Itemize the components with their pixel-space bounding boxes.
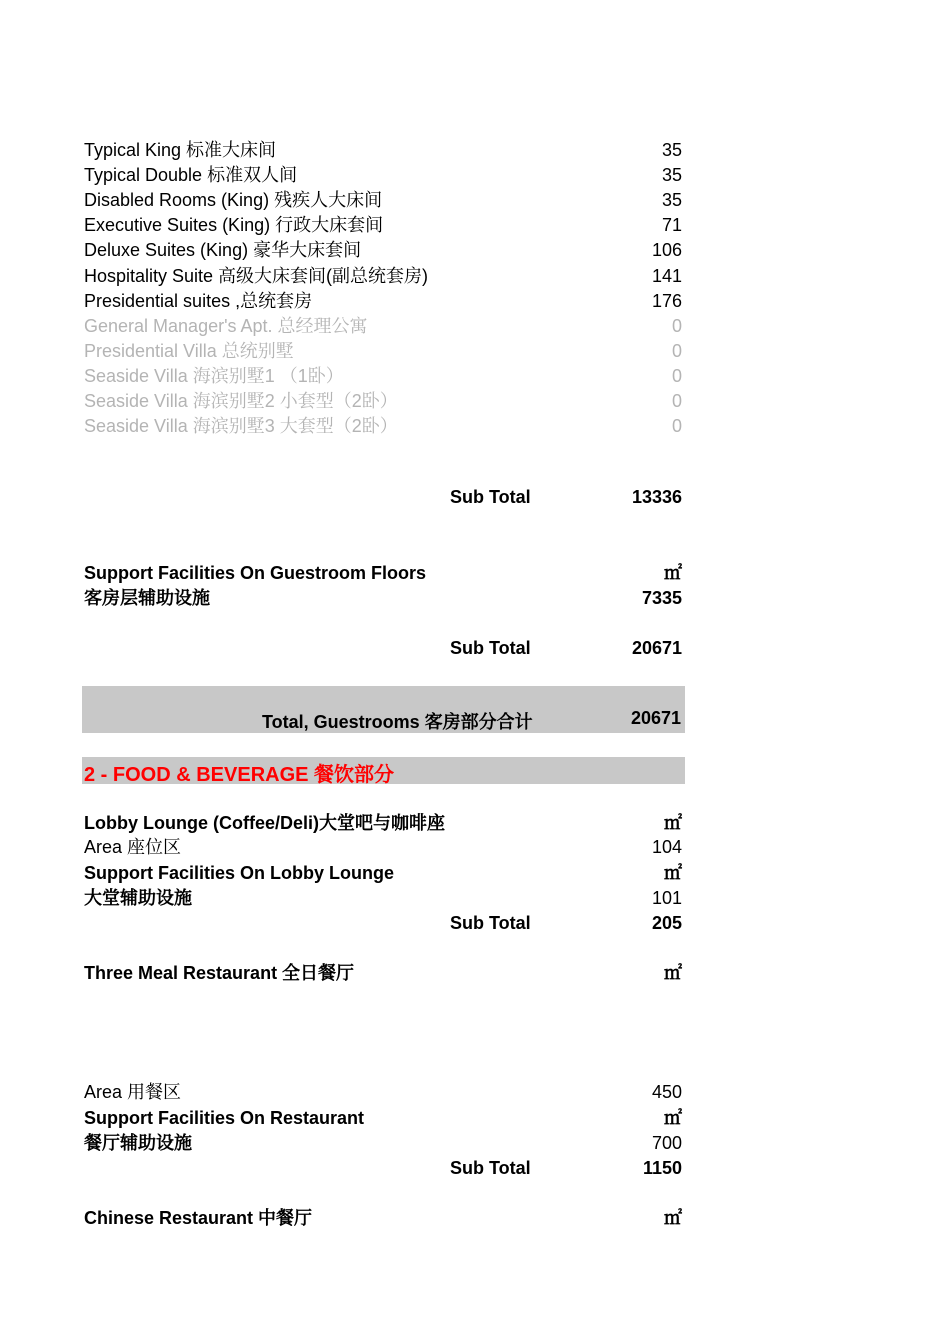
room-type-row bbox=[84, 213, 684, 237]
lobby-subtotal-row bbox=[84, 911, 684, 935]
room-type-label: Executive Suites (King) 行政大床套间 bbox=[84, 215, 384, 236]
unit-label: ㎡ bbox=[664, 963, 682, 983]
subtotal-value: 13336 bbox=[631, 487, 682, 507]
three-meal-support-cn-row bbox=[84, 1131, 684, 1155]
room-type-row bbox=[84, 314, 684, 338]
three-meal-subtotal-row bbox=[84, 1156, 684, 1180]
room-count-value: 35 bbox=[661, 165, 682, 186]
room-type-label: Disabled Rooms (King) 残疾人大床间 bbox=[84, 190, 383, 211]
room-type-row bbox=[84, 414, 684, 438]
total-guestrooms-band bbox=[82, 686, 685, 733]
room-type-row bbox=[84, 188, 684, 212]
rooms-subtotal-row bbox=[84, 485, 684, 509]
three-meal-area-value: 450 bbox=[651, 1082, 682, 1102]
subtotal-label: Sub Total bbox=[450, 487, 531, 507]
three-meal-title: Three Meal Restaurant 全日餐厅 bbox=[84, 963, 355, 983]
unit-label: ㎡ bbox=[664, 863, 682, 883]
room-type-label: Hospitality Suite 高级大床套间(副总统套房) bbox=[84, 265, 429, 286]
room-type-label: Deluxe Suites (King) 豪华大床套间 bbox=[84, 240, 362, 261]
room-type-row bbox=[84, 238, 684, 262]
lobby-area-row bbox=[84, 835, 684, 859]
room-type-row bbox=[84, 138, 684, 162]
total-guestrooms-value: 20671 bbox=[630, 708, 681, 728]
lobby-support-label: Support Facilities On Lobby Lounge bbox=[84, 863, 394, 883]
floor-support-label-cn: 客房层辅助设施 bbox=[84, 588, 210, 608]
room-type-label: Typical Double 标准双人间 bbox=[84, 165, 298, 186]
room-type-label: Typical King 标准大床间 bbox=[84, 140, 277, 160]
room-type-label: Presidential suites ,总统套房 bbox=[84, 290, 313, 311]
subtotal-value: 1150 bbox=[642, 1158, 682, 1178]
room-type-label: Seaside Villa 海滨别墅3 大套型（2卧） bbox=[84, 416, 398, 437]
three-meal-support-label: Support Facilities On Restaurant bbox=[84, 1108, 365, 1128]
chinese-restaurant-row bbox=[84, 1206, 684, 1230]
three-meal-support-label-cn: 餐厅辅助设施 bbox=[84, 1133, 192, 1153]
lobby-support-value: 101 bbox=[651, 888, 682, 908]
room-type-row bbox=[84, 339, 684, 363]
room-type-row bbox=[84, 389, 684, 413]
subtotal-label: Sub Total bbox=[450, 638, 531, 658]
room-type-label: Seaside Villa 海滨别墅2 小套型（2卧） bbox=[84, 391, 398, 411]
room-count-value: 0 bbox=[671, 315, 682, 336]
subtotal-label: Sub Total bbox=[450, 1158, 531, 1178]
total-guestrooms-label: Total, Guestrooms 客房部分合计 bbox=[262, 712, 533, 732]
lobby-area-value: 104 bbox=[651, 837, 682, 857]
subtotal-value: 205 bbox=[651, 913, 682, 933]
room-count-value: 35 bbox=[661, 140, 682, 160]
floor-support-label: Support Facilities On Guestroom Floors bbox=[84, 563, 427, 583]
section-header-food-beverage bbox=[82, 757, 685, 784]
room-count-value: 71 bbox=[661, 215, 682, 236]
room-count-value: 106 bbox=[651, 240, 682, 261]
room-type-label: Seaside Villa 海滨别墅1 （1卧） bbox=[84, 365, 344, 386]
room-type-row bbox=[84, 289, 684, 313]
chinese-restaurant-title: Chinese Restaurant 中餐厅 bbox=[84, 1208, 313, 1228]
floor-subtotal-row bbox=[84, 636, 684, 660]
unit-label: ㎡ bbox=[664, 563, 682, 583]
subtotal-value: 20671 bbox=[631, 638, 682, 658]
lobby-lounge-row bbox=[84, 811, 684, 835]
three-meal-support-value: 700 bbox=[651, 1133, 682, 1153]
room-count-value: 176 bbox=[651, 290, 682, 311]
three-meal-row bbox=[84, 961, 684, 985]
lobby-lounge-title: Lobby Lounge (Coffee/Deli)大堂吧与咖啡座 bbox=[84, 813, 445, 833]
room-count-value: 0 bbox=[671, 365, 682, 386]
lobby-support-cn-row bbox=[84, 886, 684, 910]
lobby-support-row bbox=[84, 861, 684, 885]
subtotal-label: Sub Total bbox=[450, 913, 531, 933]
floor-support-row bbox=[84, 561, 684, 585]
section-title: 2 - FOOD & BEVERAGE 餐饮部分 bbox=[84, 764, 395, 786]
room-count-value: 141 bbox=[651, 265, 682, 286]
unit-label: ㎡ bbox=[664, 1108, 682, 1128]
room-type-row bbox=[84, 264, 684, 288]
unit-label: ㎡ bbox=[664, 1208, 682, 1228]
room-type-row bbox=[84, 163, 684, 187]
lobby-area-label: Area 座位区 bbox=[84, 837, 182, 857]
lobby-support-label-cn: 大堂辅助设施 bbox=[84, 888, 192, 908]
three-meal-area-row bbox=[84, 1080, 684, 1104]
floor-support-cn-row bbox=[84, 586, 684, 610]
room-type-label: Presidential Villa 总统别墅 bbox=[84, 340, 294, 361]
unit-label: ㎡ bbox=[664, 813, 682, 833]
room-count-value: 0 bbox=[671, 391, 682, 411]
room-type-row bbox=[84, 364, 684, 388]
floor-support-value: 7335 bbox=[641, 588, 682, 608]
room-count-value: 35 bbox=[661, 190, 682, 211]
three-meal-support-row bbox=[84, 1106, 684, 1130]
room-count-value: 0 bbox=[671, 340, 682, 361]
room-type-label: General Manager's Apt. 总经理公寓 bbox=[84, 315, 368, 336]
three-meal-area-label: Area 用餐区 bbox=[84, 1082, 182, 1102]
room-count-value: 0 bbox=[671, 416, 682, 437]
